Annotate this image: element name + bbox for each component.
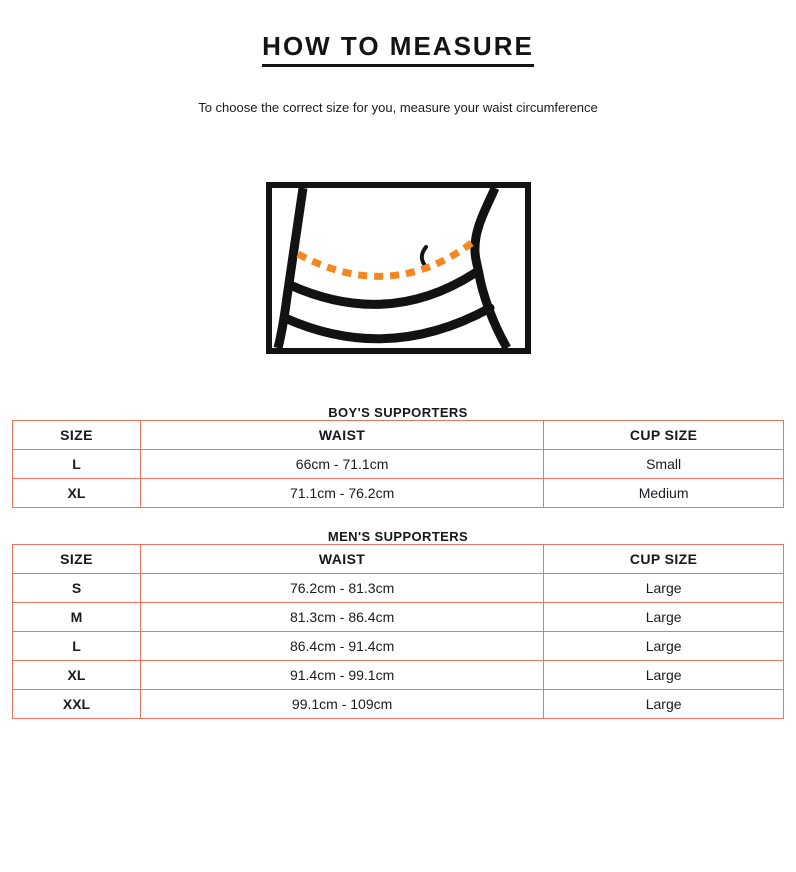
table-row <box>13 573 784 602</box>
waist-cell: 91.4cm - 99.1cm <box>140 660 543 689</box>
waist-cell: 99.1cm - 109cm <box>140 689 543 718</box>
column-header: SIZE <box>13 544 141 573</box>
navel-mark <box>421 247 425 266</box>
mens-size-table <box>12 544 784 719</box>
size-cell: S <box>13 573 141 602</box>
cup-size-cell: Large <box>544 631 784 660</box>
size-cell: L <box>13 631 141 660</box>
measuring-tape-dashed-line <box>298 242 473 276</box>
boys-size-table <box>12 420 784 508</box>
mens-supporters-heading: MEN'S SUPPORTERS <box>327 528 469 544</box>
cup-size-cell: Large <box>544 660 784 689</box>
cup-size-cell: Medium <box>544 478 784 507</box>
title-wrap <box>0 32 796 67</box>
waist-cell: 66cm - 71.1cm <box>140 449 543 478</box>
size-cell: XL <box>13 660 141 689</box>
table-row <box>13 631 784 660</box>
cup-size-cell: Large <box>544 689 784 718</box>
boys-supporters-heading: BOY'S SUPPORTERS <box>328 404 468 420</box>
how-to-measure-page <box>0 32 796 872</box>
header-row <box>13 420 784 449</box>
size-cell: XXL <box>13 689 141 718</box>
table-row <box>13 449 784 478</box>
column-header: CUP SIZE <box>544 544 784 573</box>
table-row <box>13 478 784 507</box>
waist-measurement-illustration <box>266 182 531 354</box>
cup-size-cell: Large <box>544 602 784 631</box>
torso-diagram <box>266 182 531 354</box>
header-row <box>13 544 784 573</box>
waistband-bottom-line <box>285 308 490 339</box>
column-header: WAIST <box>140 544 543 573</box>
column-header: CUP SIZE <box>544 420 784 449</box>
cup-size-cell: Small <box>544 449 784 478</box>
size-cell: XL <box>13 478 141 507</box>
waist-cell: 71.1cm - 76.2cm <box>140 478 543 507</box>
size-cell: M <box>13 602 141 631</box>
waist-cell: 76.2cm - 81.3cm <box>140 573 543 602</box>
column-header: SIZE <box>13 420 141 449</box>
page-title: HOW TO MEASURE <box>262 32 534 67</box>
waist-cell: 86.4cm - 91.4cm <box>140 631 543 660</box>
cup-size-cell: Large <box>544 573 784 602</box>
page-subtitle: To choose the correct size for you, measure your waist circumference <box>198 99 598 115</box>
column-header: WAIST <box>140 420 543 449</box>
table-row <box>13 660 784 689</box>
table-row <box>13 602 784 631</box>
table-row <box>13 689 784 718</box>
waist-cell: 81.3cm - 86.4cm <box>140 602 543 631</box>
body-right-line <box>474 188 506 348</box>
size-cell: L <box>13 449 141 478</box>
